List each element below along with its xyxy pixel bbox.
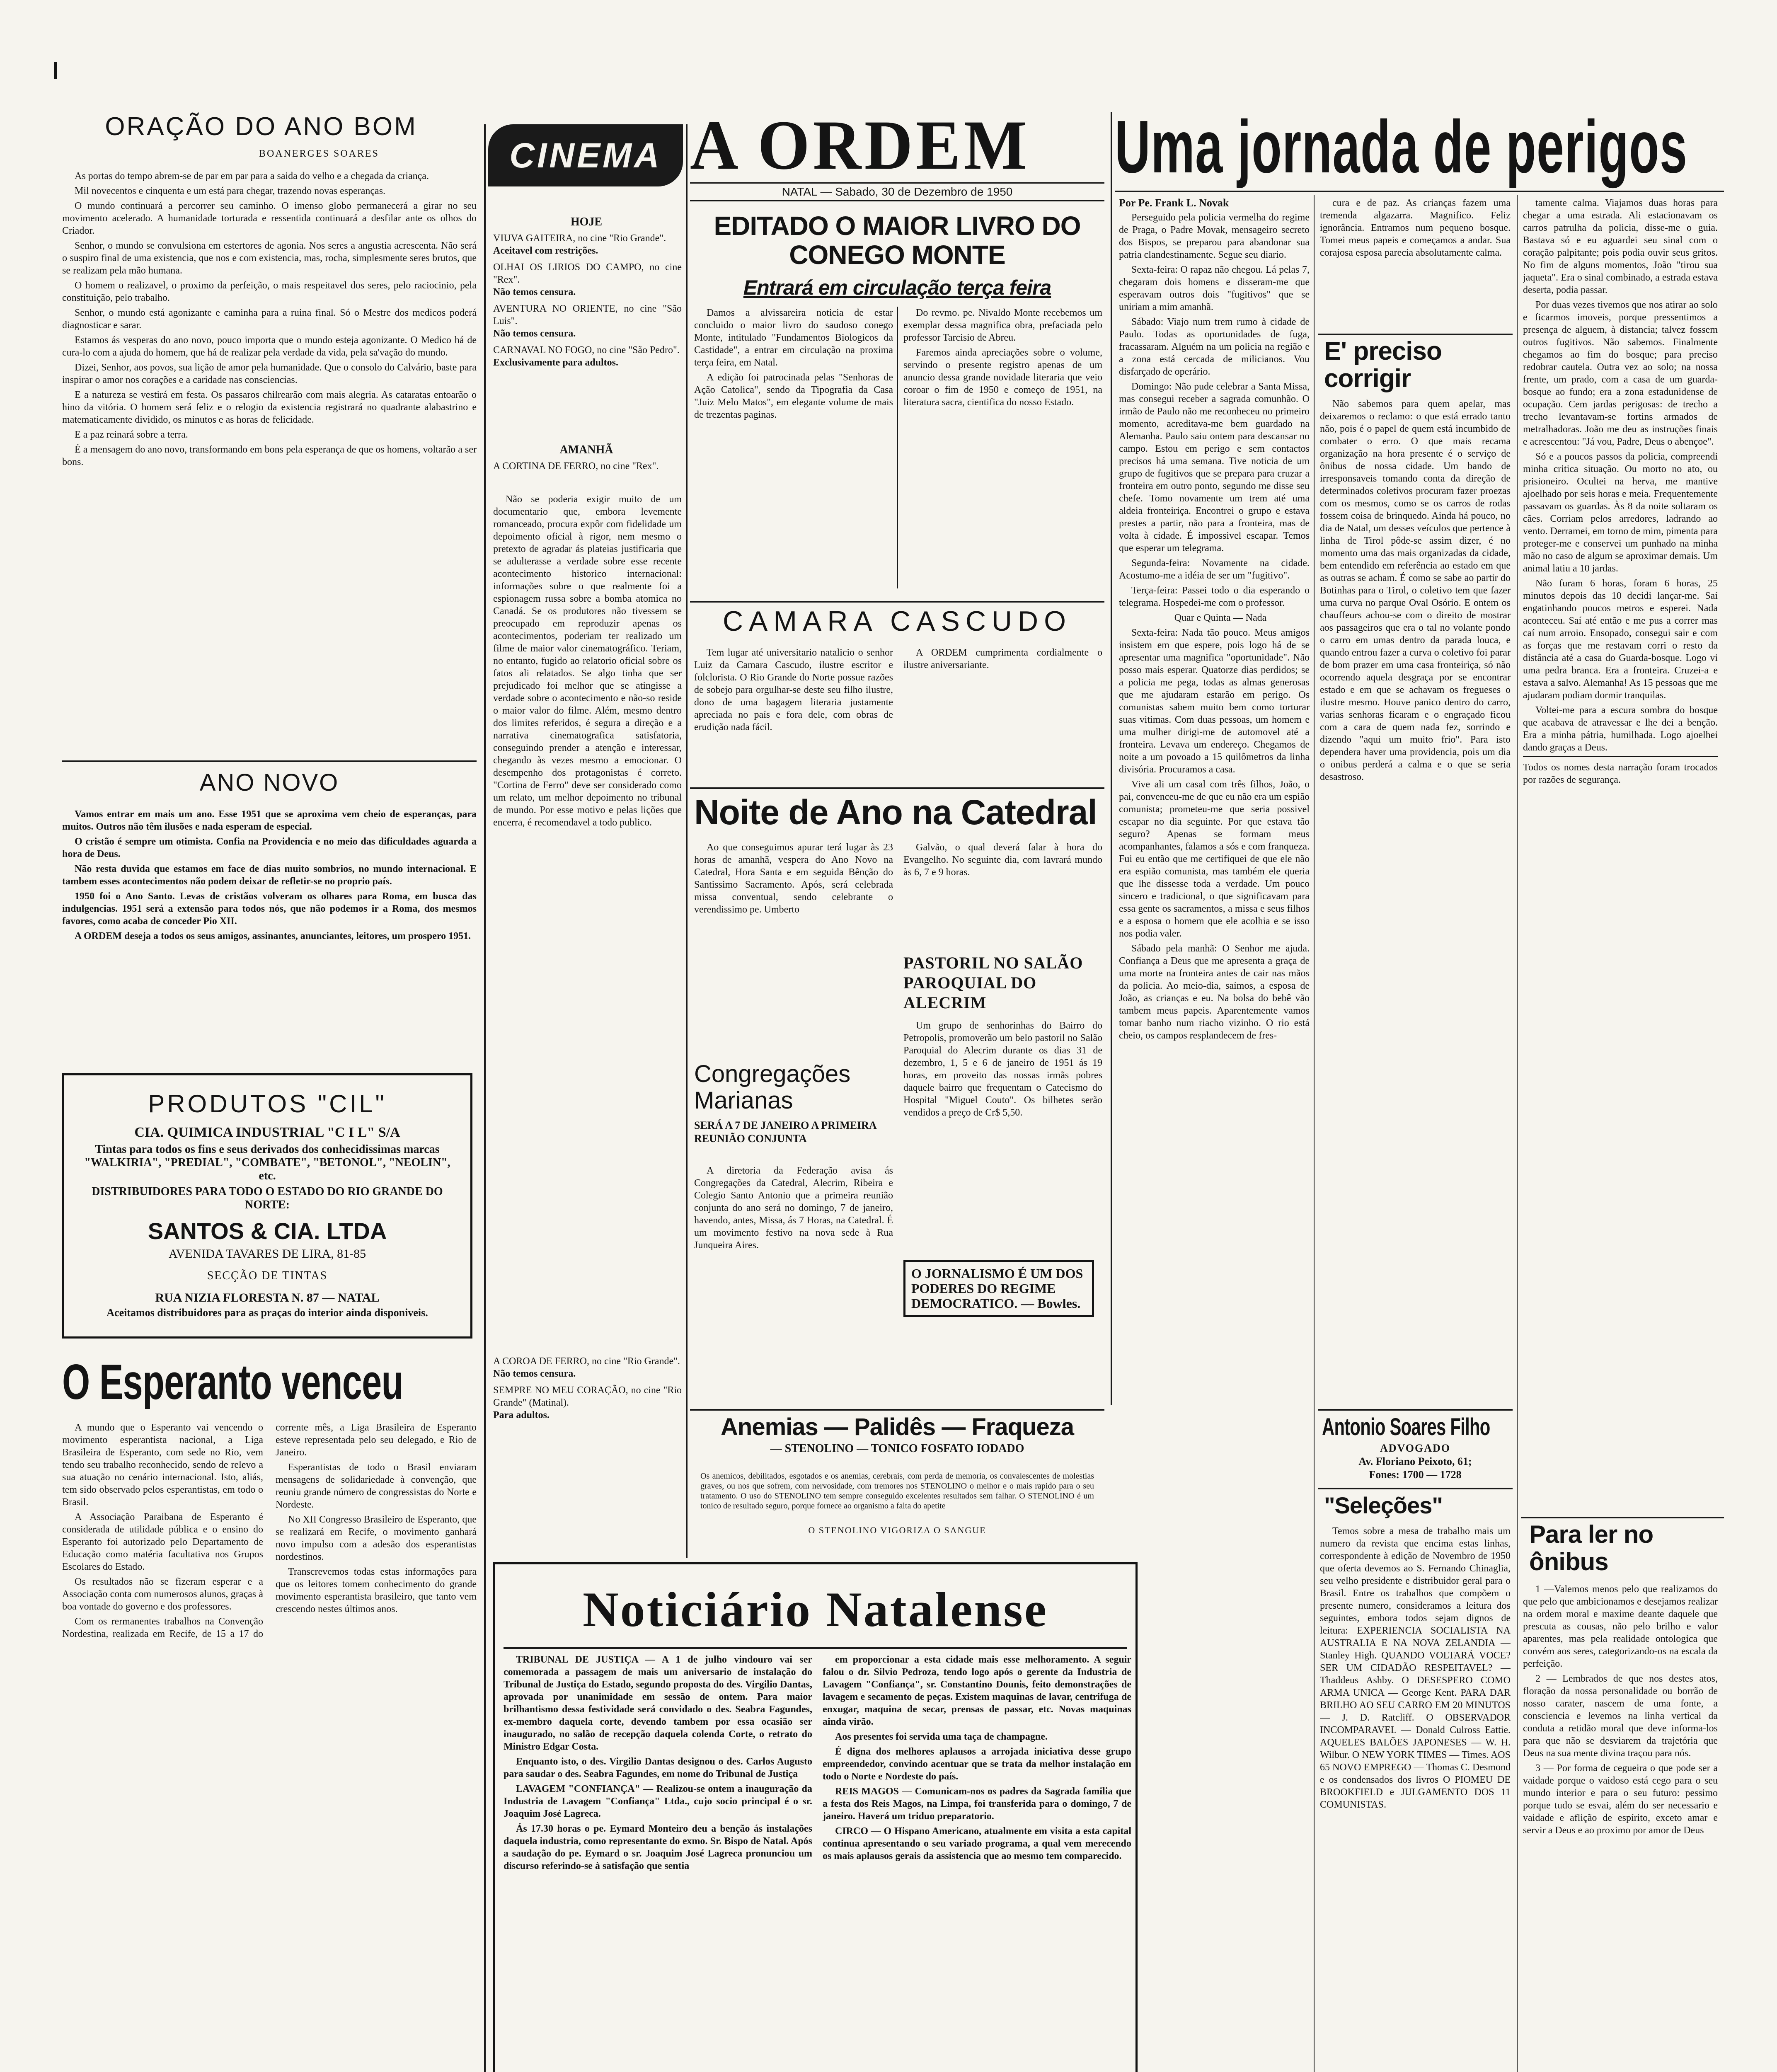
jornada-col1: Perseguido pela policia vermelha do regime de Praga, o Padre Movak, mensageiro secreto dos Bispos, se preparou para abandonar sua patria clandestinamente. Segue seu diario. Sexta-feira: O rapaz não chegou. Lá pelas 7, chegaram dois homens e disseram-me que esperavam outros dois "fugitivos" que se uniriam a mim amanhã. Sábado: Viajo num trem rumo à cidade de Paulo. Todas as oportunidades de fuga, fracassaram. Alguém na um policia na região e a zona está cercada de milicianos. Vou disfarçado de operário. Domingo: Não pude celebrar a Santa Missa, mas consegui receber a sagrada comunhão. O irmão de Paulo não me reconheceu no primeiro momento, acreditava-me bem guardado na Alemanha. Paulo saiu ontem para descansar no campo. Estou em perigo e sem contactos precisos há uma semana. Tive noticia de um grupo de fugitivos que se prepara para cruzar a fronteira em outro ponto, segundo me disse seu chefe. Tomo novamente um trem até uma aldeia fronteiriça. Encontrei o grupo e estava prestes a partir, não para a fronteira, mas de volta à cidade. É impossivel escapar. Temos que esperar um telegrama. Segunda-feira: Novamente na cidade. Acostumo-me a idéia de ser um "fugitivo". Terça-feira: Passei todo o dia esperando o telegrama. Hospedei-me com o professor. Quar e Quinta — Nada Sexta-feira: Nada tão pouco. Meus amigos insistem em que espere, pois logo há de se apresentar uma magnifica "oportunidade". Não posso mais esperar. Quatorze dias perdidos; se a policia me pega, todas as almas generosas que me ajudaram estarão em perigo. Os comunistas sabem muito bem como torturar suas vitimas. Com duas pessoas, um homem e uma mulher dirigi-me de automovel até a fronteira. Levava um endereço. Chegamos de noite a um povoado a 15 quilômetros da linha divisória. Procuramos a casa. Vive ali um casal com três filhos, João, o pai, convenceu-me de que eu não era um espião comunista; prometeu-me que seria possivel escapar no dia seguinte. Por que estava tão seguro? Apenas se formam meus acompanhantes, falamos a sós e com franqueza. Fui eu então que me certifiquei de que ele não era espião comunista, mas também ele queria que lhe dissesse toda a verdade. Um pouco sincero e tradicional, o que significavam para essa gente os sacramentos, a missa e seus filhos e a esposa o homem que ele acolhia e se isso nos podia valer. Sábado pela manhã: O Senhor me ajuda. Confiança a Deus que me apresenta a graça de uma morte na fronteira antes de cair nas mãos da policia. Ao meio-dia, saímos, a esposa de João, as crianças e eu. Na bolsa do bebê vão tambem meus papeis. Aparentemente vamos tomar banho num riacho vizinho. O rio está cheio, os campos resplandecem de fres-	[1119, 212, 1310, 1041]
seleccoes-title: "Seleções"	[1324, 1492, 1443, 1518]
divider	[690, 1409, 1104, 1411]
onibus-title: Para ler no ônibus	[1529, 1521, 1654, 1576]
cinema-hoje: HOJE	[570, 215, 603, 228]
anemias-sub: — STENOLINO — TONICO FOSFATO IODADO	[770, 1442, 1024, 1455]
listing-2: OLHAI OS LIRIOS DO CAMPO, no cine "Rex".	[493, 262, 682, 285]
column-rule	[1517, 195, 1518, 2072]
cil-ad-line1: CIA. QUIMICA INDUSTRIAL "C I L" S/A	[134, 1125, 400, 1140]
antonio-addr: Av. Floriano Peixoto, 61;	[1358, 1455, 1472, 1467]
catedral-headline: Noite de Ano na Catedral	[694, 794, 1097, 831]
oracao-author: BOANERGES SOARES	[259, 148, 380, 159]
oracao-body: As portas do tempo abrem-se de par em par para a saida do velho e a chegada da criança. Mil novecentos e cinquenta e um está para chegar, trazendo novas esperanças. O mundo continuará a percorrer seu caminho. O imenso globo permanecerá a girar no seu movimento acelerado. A humanidade torturada e ressentida continuará a desfilar ante os olhos do Criador. Senhor, o mundo se convulsiona em estertores de agonia. Nos seres a angustia acrescenta. Não será o suspiro final de uma existencia, que nos e com existencia, mas, rocha, simplesmente seres brutos, que se realizam pela mão humana. O homem o realizavel, o proximo da perfeição, o mais respeitavel dos seres, pelo raciocinio, pela constituição, pelo trabalho. Senhor, o mundo está agonizante e caminha para a ruina final. Só o Mestre dos medicos poderá diagnosticar e sarar. Estamos ás vesperas do ano novo, pouco importa que o mundo esteja agonizante. O Medico há de cura-lo com a ajuda do homem, que há de realizar pela verdade da vida, pela sa'vação do mundo. Dizei, Senhor, aos povos, sua lição de amor pela humanidade. Que o consolo do Calvário, baste para inspirar o amor nos corações e a caridade nas consciencias. E a natureza se vestirá em festa. Os passaros chilrearão com mais alegria. As cataratas entoarão o hino da vitória. O homem será feliz e o relogio da existencia registrará no quadrante alabastrino e matematicamente dividido, os minutos e as horas de felicidade. E a paz reinará sobre a terra. É a mensagem do ano novo, transformando em bons pela esperança de que os homens, voltarão a ser bons.	[62, 171, 477, 467]
divider	[504, 1647, 1127, 1649]
divider	[690, 787, 1104, 789]
onibus-text: 1 —Valemos menos pelo que realizamos do que pelo que ambicionamos e desejamos realizar na ordem moral e maxime deante daquele que prescuta as cousas, não pelo brilho e valor aparentes, mas pela realidade ontologica que convém aos seres, categorizando-os na escala da perfeição. 2 — Lembrados de que nos destes atos, floração da nossa personalidade ou borrão de nosso carater, nascem de uma fonte, a consciencia e levemos na linha vertical da conduta a retidão moral que deve informa-los para que não se desviarem da trajetória que Deus na sua mente divina traçou para nós. 3 — Por forma de cegueira o que pode ser a vaidade porque o vaidoso está cego para o seu mundo interior e para o seu futuro: pessimo porque tudo se esvai, além do ser necessario e vaidade e aflição de espírito, exceto amar e servir a Deus e ao proximo por amor de Deus	[1523, 1584, 1718, 1836]
jornada-byline: Por Pe. Frank L. Novak	[1119, 197, 1229, 209]
jornada-col2: cura e de paz. As crianças fazem uma tremenda algazarra. Magnifico. Feliz ignorância. Entramos num pequeno bosque. Tomei meus papeis e começamos a andar. Sua corajosa esposa parecia absolutamente calma.	[1320, 198, 1511, 258]
preceiso-text: Não sabemos para quem apelar, mas deixaremos o reclamo: o que está errado tanto não, pois é o papel de quem está incumbido de combater o erro. O que mais recama organização na hora presente é o serviço de ônibus de nossa cidade. Um bando de irresponsaveis tomando conta da direção de determinados coletivos procuram fazer proezas com os mesmos, como se os carros de rodas fossem coisa de brinquedo. Ainda há pouco, no dia de Natal, um desses veículos que pertence à linha de Tirol pôde-se assim dizer, é no momento uma das mais organizadas da cidade, bem entendido em referência ao estado em que as outras se acham. É como se sabe ao partir do Botinhas para o Tirol, o coletivo tem que fazer uma curva no parque Oval Osório. E ontem os chauffeurs achou-se com o direito de mostrar aos passageiros que era o tal no volante pondo o carro em umas dentro da parada louca, e quando entrou fazer a curva o coletivo foi parar de bom prazer em uma casa fronteiriça, só não ocorrendo aquela desgraça por se encontrar estado e em que se achavam os fregueses o ilustre mesmo. Houve panico dentro do carro, varias senhoras ficaram e o engraçado ficou com a cara de quem nada fez, sorrindo e dizendo "aqui um muito frio". Para isto dependera haver uma providencia, pois um dia o onibus perderá a calma e o que se seria desastroso.	[1320, 399, 1511, 782]
esperanto-title: O Esperanto venceu	[62, 1355, 403, 1409]
divider	[690, 601, 1104, 603]
antonio-phone: Fones: 1700 — 1728	[1369, 1469, 1462, 1481]
divider	[1115, 191, 1724, 192]
cil-ad-address: AVENIDA TAVARES DE LIRA, 81-85	[168, 1247, 366, 1261]
dot-mark	[54, 62, 57, 79]
listing-4: CARNAVAL NO FOGO, no cine "São Pedro".	[493, 345, 680, 356]
cil-ad-address2: RUA NIZIA FLORESTA N. 87 — NATAL	[155, 1291, 380, 1305]
jornada-col3: tamente calma. Viajamos duas horas para chegar a uma estrada. Ali estacionavam os carros patrulha da policia, disse-me o guia. Bastava só e eu aguardei seu sinal com o coração palpitante; pois podia ouvir seus gritos. No fim de alguns momentos, João "tirou sua jaqueta". Era o sinal combinado, a estrada estava deserta, podia passar. Por duas vezes tivemos que nos atirar ao solo e ficarmos imoveis, porque pressentimos a presença de alguem, à distancia; talvez fossem outros fugitivos. Não sabemos. Finalmente chegamos ao fim do bosque; para preciso redobrar cautela. Outra vez ao solo; na nossa frente, um prado, com a casa de um guarda-bosque ao fundo; era a zona estadunidense de ocupação. Cem jardas perigosas: de trecho a trecho levantavam-se fortins armados de metralhadoras. João me deu as instruções finais e acrescentou: "Já vou, Padre, Deus o abençoe". Só e a poucos passos da policia, compreendi minha critica situação. Ou morto no ato, ou prisioneiro. Ocultei na herva, me mantive ajoelhado por seis horas e meia. Frequentemente passavam os guardas. Às 8 da noite soltaram os cães. Corriam pelos arredores, ladrando ao vento. Derramei, em torno de mim, pimenta para proteger-me e conservei um punhado na minha mão no caso de algum se aproximar demais. Um animal latiu a 10 jardas. Não furam 6 horas, foram 6 horas, 25 minutos depois das 10 decidi lançar-me. Saí engatinhando poucos metros e esperei. Nada aconteceu. Saí até então e me pus a correr mas caí num arroio. Ensopado, consegui sair e com as forças que me restavam corri o resto da distância até a casa do Guarda-bosque. Logo vi uma pedra branca. Era a fronteira. Cruzei-a e estava a salvo. Alemanha! As 15 pessoas que me ajudaram podiam dormir tranquilas. Voltei-me para a escura sombra do bosque que acabava de atravessar e lhe dei a benção. Era a minha pátria, humilhada. Logo ajoelhei dando graças a Deus. Todos os nomes desta narração foram trocados por razões de segurança.	[1523, 198, 1718, 785]
cascudo-left: Tem lugar até universitario natalicio o senhor Luiz da Camara Cascudo, ilustre escritor e folclorista. O Rio Grande do Norte possue razões de sobejo para orgulhar-se deste seu filho ilustre, dono de uma bagagem literaria justamente apreciada no país e fora dele, com obras de erudição nada fácil.	[694, 647, 893, 733]
livro-left: Damos a alvissareira noticia de estar concluido o maior livro do saudoso conego Monte, intitulado "Fundamentos Biologicos da Castidade", a entrar em circulação na proxima terça feira, em Natal. A edição foi patrocinada pelas "Senhoras de Ação Catolica", sendo da Tipografia da Casa "Juiz Melo Matos", em elegante volume de mais de trezentas paginas.	[694, 307, 893, 420]
anemias-headline: Anemias — Palidês — Fraqueza	[721, 1414, 1074, 1440]
livro-right: Do revmo. pe. Nivaldo Monte recebemos um exemplar dessa magnifica obra, prefaciada pelo professor Tarcisio de Abreu. Faremos ainda apreciações sobre o volume, servindo o presente registro apenas de um anuncio dessa grande novidade literaria que veio coroar o fim de 1950 e começo de 1951, na literatura sacra, cientifica do nosso Estado.	[903, 307, 1102, 408]
cil-ad-section: SECÇÃO DE TINTAS	[207, 1269, 328, 1282]
divider	[1521, 1517, 1724, 1518]
noticiario-title: Noticiário Natalense	[582, 1582, 1048, 1637]
cil-ad-company: SANTOS & CIA. LTDA	[148, 1218, 387, 1244]
livro-subhead: Entrará em circulação terça feira	[743, 276, 1051, 299]
livro-headline: EDITADO O MAIOR LIVRO DO CONEGO MONTE	[714, 211, 1081, 269]
noticiario-box	[493, 1562, 1138, 2072]
congregacoes-sub: SERÁ A 7 DE JANEIRO A PRIMEIRA REUNIÃO CONJUNTA	[694, 1119, 876, 1145]
cil-ad-line3: DISTRIBUIDORES PARA TODO O ESTADO DO RIO GRANDE DO NORTE:	[92, 1185, 443, 1211]
cascudo-headline: CAMARA CASCUDO	[722, 605, 1072, 637]
cil-ad	[62, 1073, 472, 1339]
column-rule	[897, 307, 898, 588]
divider	[1318, 334, 1513, 335]
ano-novo-body: Vamos entrar em mais um ano. Esse 1951 que se aproxima vem cheio de esperanças, para muitos. Outros não têm ilusões e nada esperam de especial. O cristão é sempre um otimista. Confia na Providencia e no meio das dificuldades aguarda a hora de Deus. Não resta duvida que estamos em face de dias muito sombrios, no mundo internacional. E tambem esses acontecimentos não podem deixar de refletir-se no proprio país. 1950 foi o Ano Santo. Levas de cristãos volveram os olhares para Roma, em busca das indulgencias. 1951 será a extensão para todos nós, que não podemos ir a Roma, dos mesmos favores, como acaba de conceder Pio XII. A ORDEM deseja a todos os seus amigos, assinantes, anunciantes, leitores, um prospero 1951.	[62, 809, 477, 942]
masthead-title: A ORDEM	[690, 112, 1030, 178]
cascudo-right: A ORDEM cumprimenta cordialmente o ilustre aniversariante.	[903, 647, 1102, 670]
oracao-title: ORAÇÃO DO ANO BOM	[105, 112, 417, 141]
preceiso-title: E' preciso corrigir	[1324, 338, 1442, 392]
cinema-review: Não se poderia exigir muito de um documentario que, embora levemente romanceado, procura expôr com fidelidade um depoimento oficial à rigor, nem mesmo o pretexto de agradar ás plateias justificaria que se adulterasse a verdade sobre esse recente acontecimento historico internacional: informações sobre o que realmente foi a espionagem russa sobre a bomba atomica no Canadá. Se os produtores não tivessem se preocupado em reproduzir apenas os acontecimentos, poderiam ter realizado um filme de maior valor cinematográfico. Teriam, no entanto, fugido ao relatorio oficial sobre os fatos ali relatados. Se algo tinha que ser prejudicado foi melhor que se atingisse a verdade sobre o acontecimento e não-so reside o maior valor do filme. Além, mesmo dentro dos limites referidos, é segura a direção e a narrativa cinematografica satisfatoria, conseguindo prender a atenção e interessar, chegando às vezes mesmo a emocionar. O desempenho dos protagonistas é correto. "Cortina de Ferro" deve ser considerado como um relato, um melhor depoimento no tribunal de mundo. Por esse motivo e pelas lições que encerra, é recomendavel a todo publico.	[493, 494, 682, 828]
column-rule	[1314, 195, 1315, 2072]
listing-1: VIUVA GAITEIRA, no cine "Rio Grande".	[493, 233, 666, 244]
cinema-listings: VIUVA GAITEIRA, no cine "Rio Grande". Aceitavel com restrições. OLHAI OS LIRIOS DO CAMPO, no cine "Rex". Não temos censura. AVENTURA NO ORIENTE, no cine "São Luis". Não temos censura. CARNAVAL NO FOGO, no cine "São Pedro". Exclusivamente para adultos.	[493, 233, 682, 368]
column-rule	[1111, 112, 1112, 1405]
antonio-title: ADVOGADO	[1380, 1442, 1451, 1454]
cinema-bottom: A COROA DE FERRO, no cine "Rio Grande". Não temos censura. SEMPRE NO MEU CORAÇÃO, no cine "Rio Grande" (Matinal). Para adultos.	[493, 1356, 682, 1421]
listing-3: AVENTURA NO ORIENTE, no cine "São Luis".	[493, 303, 682, 327]
cil-ad-line2: Tintas para todos os fins e seus derivados dos conhecidissimas marcas "WALKIRIA", "PREDIAL", "COMBATE", "BETONOL", "NEOLIN", etc.	[84, 1143, 450, 1182]
cinema-amanha-listing: A CORTINA DE FERRO, no cine "Rex".	[493, 461, 659, 472]
divider	[1318, 1409, 1513, 1411]
anemias-footer: O STENOLINO VIGORIZA O SANGUE	[808, 1525, 986, 1535]
catedral-right: Galvão, o qual deverá falar à hora do Evangelho. No seguinte dia, com lavrará mundo às 6, 7 e 9 horas.	[903, 842, 1102, 878]
ano-novo-title: ANO NOVO	[199, 769, 339, 796]
seleccoes-text: Temos sobre a mesa de trabalho mais um numero da revista que encima estas linhas, correspondente à edição de Novembro de 1950 que oferta devemos ao S. Fernando Chinaglia, seu velho presidente e distribuidor geral para o Brasil. Entre os trabalhos que compõem o presente numero, consideramos a leitura dos seguintes, embora todos sejam dignos de leitura: EXPERIENCIA SOCIALISTA NA AUSTRALIA E NA NOVA ZELANDIA — Stanley High. QUANDO VOLTARÁ VOCE? SER UM CIDADÃO RESPEITAVEL? — Thaddeus Ashby. O DESESPERO COMO ARMA UNICA — George Kent. PARA DAR BRILHO AO SEU CARRO EM 20 MINUTOS — J. D. Ratcliff. O OBSERVADOR INCOMPARAVEL — Donald Culross Eattie. AQUELES BALÕES JAPONESES — W. H. Wilbur. O NEW YORK TIMES — Times. AOS 65 NOVO EMPREGO — Thomas C. Desmond e os condensados dos livros O PIOMEU DE BROOKFIELD e JULGAMENTO DOS 11 COMUNISTAS.	[1320, 1526, 1511, 1810]
cil-ad-title: PRODUTOS "CIL"	[148, 1090, 387, 1118]
catedral-left: Ao que conseguimos apurar terá lugar às 23 horas de amanhã, vespera do Ano Novo na Catedral, Hora Santa e em seguida Bênção do Santissimo Sacramento. Após, será celebrada missa conventual, sendo celebrante o verendissimo pe. Umberto	[694, 842, 893, 915]
antonio-name: Antonio Soares Filho	[1322, 1414, 1490, 1440]
masthead-dateline: NATAL — Sabado, 30 de Dezembro de 1950	[690, 182, 1104, 201]
column-rule	[484, 124, 486, 2072]
divider	[1318, 1488, 1513, 1489]
divider	[62, 760, 477, 762]
jornalismo-box: O JORNALISMO É UM DOS PODERES DO REGIME DEMOCRATICO. — Bowles.	[903, 1260, 1094, 1317]
pastoril-text: Um grupo de senhorinhas do Bairro do Petropolis, promoverão um belo pastoril no Salão Paroquial do Alecrim durante os dias 31 de dezembro, 1, 5 e 6 de janeiro de 1951 ás 19 horas, em proveito das nossas irmãs pobres daquele bairro que frequentam o Catecismo do Hospital "Miguel Couto". Os bilhetes serão vendidos a preço de Cr$ 5,50.	[903, 1020, 1102, 1118]
esperanto-body: A mundo que o Esperanto vai vencendo o movimento esperantista nacional, a Liga Brasileira de Esperanto, com sede no Rio, vem tendo seu trabalho reconhecido, sendo de relevo a sua atuação no cenário internacional. Isto, aliás, tem sido observado pelos esperantistas, em todo o Brasil. A Associação Paraibana de Esperanto é considerada de utilidade pública e o ensino do Esperanto foi autorizado pelo Departamento de Educação como matéria facultativa nos Grupos Escolares do Estado. Os resultados não se fizeram esperar e a Associação conta com numerosos alunos, graças à boa vontade do governo e dos professores. Com os rermanentes trabalhos na Convenção Nordestina, realizada em Recife, de 15 a 17 do corrente mês, a Liga Brasileira de Esperanto esteve representada pelo seu delegado, e Rio de Janeiro. Esperantistas de todo o Brasil enviaram mensagens de solidariedade à convenção, que reuniu grande número de congressistas do Norte e Nordeste. No XII Congresso Brasileiro de Esperanto, que se realizará em Recife, o movimento ganhará novo impulso com a adesão dos esperantistas nordestinos. Transcrevemos todas estas informações para que os leitores tomem conhecimento do grande movimento esperantista brasileiro, que tanto vem crescendo nestes últimos anos.	[62, 1422, 477, 1639]
pastoril-headline: PASTORIL NO SALÃO PAROQUIAL DO ALECRIM	[903, 954, 1083, 1012]
jornada-title: Uma jornada de perigos	[1115, 108, 1688, 189]
cil-ad-footer: Aceitamos distribuidores para as praças do interior ainda disponiveis.	[107, 1307, 428, 1319]
noticiario-col1: TRIBUNAL DE JUSTIÇA — A 1 de julho vindouro vai ser comemorada a passagem de mais um aniversario de instalação do Tribunal de Justiça do Estado, segundo proposta do des. Virgilio Dantas, aprovada por unanimidade em sessão de ontem. Para maior brilhantismo dessa festividade será convidado o des. Seabra Fagundes, ex-membro daquela corte, devendo tambem por essa ocasião ser inaugurado, no salão de recepção daquela colenda Corte, o retrato do Ministro Edgar Costa. Enquanto isto, o des. Virgilio Dantas designou o des. Carlos Augusto para saudar o des. Seabra Fagundes, em nome do Tribunal de Justiça LAVAGEM "CONFIANÇA" — Realizou-se ontem a inauguração da Industria de Lavagem "Confiança" Ltda., cujo socio principal é o sr. Joaquim José Lagreca. Ás 17.30 horas o pe. Eymard Monteiro deu a benção ás instalações daquela industria, como representante do exmo. Sr. Bispo de Natal. Após a saudação do pe. Eymard o sr. Joaquim José Lagreca pronunciou um discurso referindo-se à satisfação que sentia	[504, 1654, 812, 1871]
column-rule	[686, 124, 688, 1558]
noticiario-col2: em proporcionar a esta cidade mais esse melhoramento. A seguir falou o dr. Silvio Pedroza, tendo logo após o gerente da Industria de Lavagem "Confiança", sr. Constantino Dounis, feito demonstrações de lavagem e secamento de peças. Existem maquinas de lavar, centrifuga de enxugar, maquina de secar, prensas de passar, etc. Novas maquinas ainda virão. Aos presentes foi servida uma taça de champagne. É digna dos melhores aplausos a arrojada iniciativa desse grupo empreendedor, convindo acentuar que se trata da melhor instalação em todo o Norte e Nordeste do país. REIS MAGOS — Comunicam-nos os padres da Sagrada familia que a festa dos Reis Magos, na Limpa, foi transferida para o domingo, 7 de janeiro. Haverá um triduo preparatorio. CIRCO — O Hispano Americano, atualmente em visita a esta capital continua apresentando o seu variado programa, a qual vem merecendo os mais aplausos gerais da assistencia que ao mesmo tem comparecido.	[823, 1654, 1131, 1861]
cinema-logo: CINEMA	[488, 124, 683, 186]
congregacoes-headline: Congregações Marianas	[694, 1061, 851, 1114]
congregacoes-text: A diretoria da Federação avisa ás Congregações da Catedral, Alecrim, Ribeira e Colegio Santo Antonio que a primeira reunião conjunta do ano será no domingo, 7 de janeiro, havendo, antes, Missa, ás 7 Horas, na Catedral. É um movimento festivo na nova sede à Rua Junqueira Aires.	[694, 1165, 893, 1251]
anemias-text: Os anemicos, debilitados, esgotados e os anemias, cerebrais, com perda de memoria, os convalescentes de molestias graves, ou nos que sofrem, com nervosidade, com tremores nos STENOLINO o melhor e o mais rapido para o seu tratamento. O uso do STENOLINO tem sempre conseguido excelentes resultados sem falhar. O STENOLINO é um tonico de resultado seguro, porque fornece ao organismo a falta do apetite	[700, 1472, 1094, 1510]
cinema-amanha: AMANHÃ	[559, 443, 613, 456]
